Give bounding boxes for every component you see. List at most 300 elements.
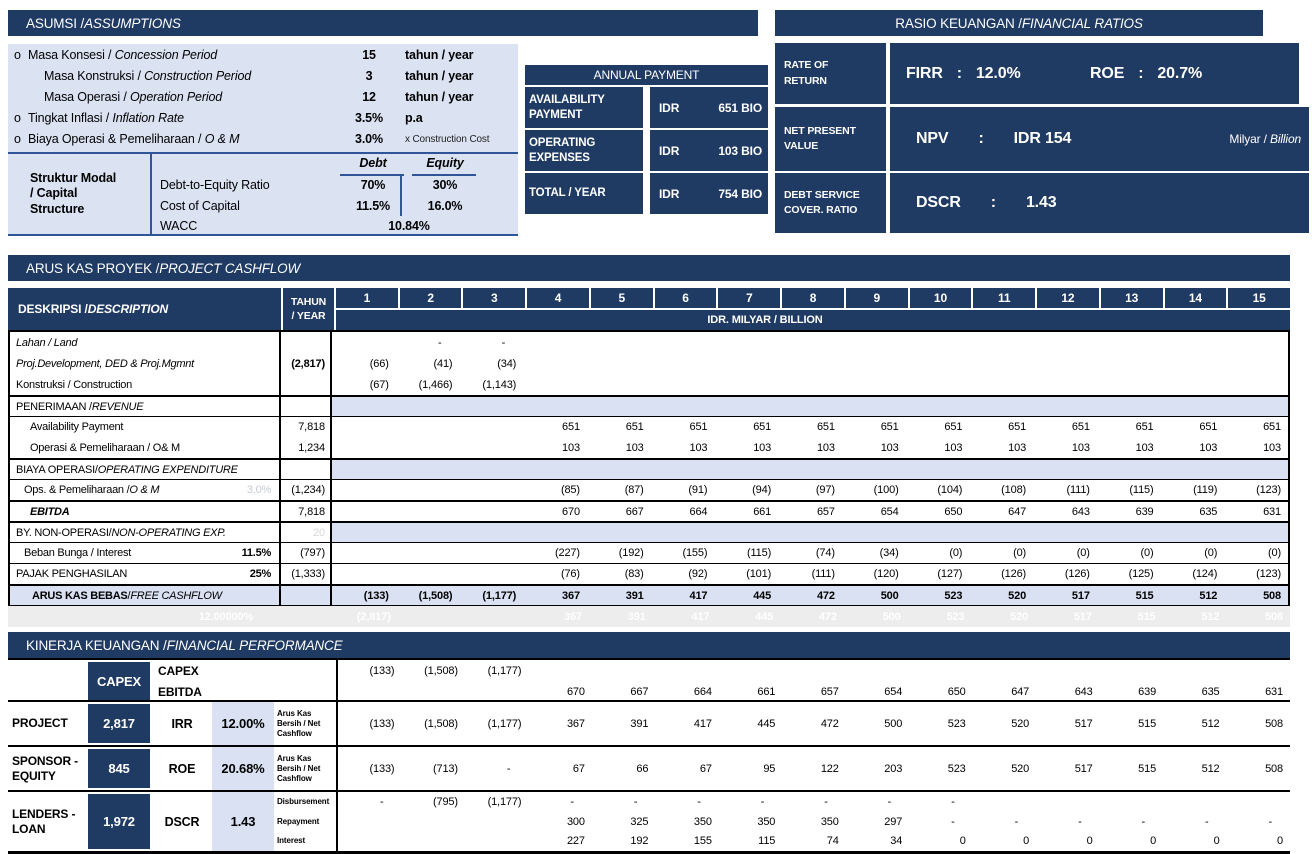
amount: 103 BIO [718,143,762,158]
cashflow-cell: (97) [815,484,835,496]
cashflow-cell: 651 [944,421,963,433]
performance-cell: 512 [1201,762,1220,775]
performance-cell: - [1141,815,1146,828]
label-line: PAYMENT [529,108,583,121]
cashflow-cell: (155) [682,547,708,559]
hidden-row-cell: 517 [1073,610,1092,623]
assumption-item [8,67,518,88]
performance-cell: 203 [884,762,903,775]
cashflow-cell: (67) [369,378,389,391]
performance-cell: 647 [1011,685,1030,698]
cashflow-cell: (1,508) [396,590,460,602]
rate-annotation: 25% [249,568,271,580]
performance-box-value: 845 [88,749,150,788]
label-segment: Ops. & Pemeliharaan / [24,484,130,496]
performance-cell: 472 [820,717,839,730]
performance-cell: 664 [693,685,712,698]
performance-cell: 654 [884,685,903,698]
annual-payment-row [525,130,768,171]
hidden-row-cell: 520 [1010,610,1029,623]
assumption-label-en: Concession Period [114,48,218,62]
ratio-unit: Milyar / Billion [1229,132,1301,146]
header-underline [412,174,476,176]
note-line: Cashflow [277,773,312,783]
hidden-row-cell: 391 [627,610,646,623]
performance-cell: - [1205,815,1209,828]
assumption-value: 3 [365,69,373,83]
cashflow-cell: (108) [1001,484,1027,496]
group-line: LENDERS - [12,807,76,822]
label-line: AVAILABILITY [529,93,605,106]
cashflow-cell: 651 [880,421,899,433]
performance-cell: 515 [1138,717,1157,730]
cashflow-row [10,500,1288,521]
hidden-row-cell: 472 [818,610,837,623]
cashflow-cell: 651 [1008,421,1027,433]
performance-cell: 520 [1011,717,1030,730]
performance-cell: 643 [1074,685,1093,698]
assumption-label: Biaya Operasi & Pemeliharaan / O & M [28,132,240,146]
assumption-label-en: Operation Period [129,90,223,104]
performance-cell: 227 [566,835,585,848]
cashflow-row [10,353,1288,374]
currency: IDR [659,143,680,158]
cashflow-cell: 635 [1199,505,1218,518]
performance-cell: - [1078,815,1082,828]
cashflow-cell: (126) [1064,568,1090,580]
cashflow-cell: (1,143) [482,378,517,391]
assumption-label-en: Construction Period [144,69,252,83]
cashflow-cell: (0) [949,547,963,559]
ratio-name: DSCR [916,194,961,211]
performance-cell: (1,177) [487,717,522,730]
performance-cell: 122 [820,762,839,775]
performance-box-value: 1,972 [88,794,150,849]
cashflow-cell: (123) [1256,568,1281,580]
performance-cell: 67 [572,762,585,775]
capital-structure-title [8,154,150,234]
group-line: SPONSOR - [12,754,78,769]
label-segment: Operasi & Pemeliharaan / O& M [30,441,180,454]
label-segment: NON-OPERATING EXP. [111,526,226,539]
cashflow-cell: 367 [523,590,587,602]
assumption-unit: p.a [405,111,423,125]
ratio-row-label [775,173,886,233]
hidden-row-label: 12.00000% [198,610,253,623]
annual-payment-label [525,130,643,171]
amount: 754 BIO [718,186,762,201]
tahun-total-cell: (1,333) [279,564,332,584]
cashflow-cell: 500 [842,590,906,602]
tahun-total-cell [279,332,332,353]
performance-box-cell [86,747,152,790]
performance-cell: 523 [947,717,966,730]
performance-cell: 34 [890,835,903,848]
performance-cell: (1,177) [487,795,522,808]
amount: 651 BIO [718,100,762,115]
currency: IDR [659,100,680,115]
cashflow-cell: 472 [778,590,842,602]
bullet: o [14,48,21,62]
performance-row [8,660,1290,702]
performance-cell: 517 [1074,717,1093,730]
assumption-item [8,130,518,151]
cashflow-cell: 103 [944,441,963,454]
bullet: o [14,111,21,125]
cashflow-cell: 515 [1097,590,1161,602]
annual-payment-value [650,87,768,128]
year-header-cell: 7 [718,288,780,308]
head-line: EBITDA [158,684,202,699]
label-segment: ARUS KAS BEBAS [32,589,128,602]
performance-cell: 115 [758,835,776,848]
performance-cell: 445 [757,717,776,730]
cashflow-cell: 651 [562,421,580,433]
wacc-value: 10.84% [388,219,430,233]
performance-cell: - [1268,815,1272,828]
financial-ratios-panel [775,43,1301,233]
performance-cell: 657 [820,685,839,698]
cashflow-cell: 103 [1008,441,1027,454]
label-line: VALUE [784,140,819,152]
tahun-total-cell [279,586,332,605]
group-line: PROJECT [12,716,68,731]
label-line: DEBT SERVICE [784,188,860,201]
note-line: Bersih / Net [277,763,321,773]
performance-cell: - [697,795,701,808]
cashflow-row-label [10,397,279,416]
year-header-cell: 1 [336,288,398,308]
performance-cell: 670 [566,685,585,698]
annual-payment-value [650,173,768,214]
tahun-total-cell: (797) [279,543,332,563]
colon: : [1138,64,1144,82]
year-header-line2: / YEAR [291,310,326,322]
cashflow-cell: (0) [1013,547,1027,559]
tahun-total-cell: 20 [279,523,332,542]
colon: : [978,130,984,147]
performance-note [274,747,336,790]
hidden-row-cell: 445 [755,610,774,623]
hidden-row-cell: 500 [882,610,901,623]
cashflow-cell: (34) [497,357,517,370]
equity-value: 16.0% [427,199,463,213]
cashflow-cell: (0) [1268,547,1281,559]
annual-payment-title: ANNUAL PAYMENT [525,65,768,85]
capital-structure-block [8,152,518,236]
performance-values [336,702,1290,745]
performance-cell: 508 [1265,762,1283,775]
performance-cell: 515 [1138,762,1157,775]
performance-cell: 635 [1201,685,1220,698]
cashflow-cell: - [437,336,442,349]
cashflow-cell: 651 [689,421,708,433]
performance-values [336,747,1290,790]
performance-metric: DSCR [164,814,200,829]
desc-header-id: DESKRIPSI / [18,302,88,316]
cashflow-cell: 103 [1263,441,1281,454]
performance-metric-value: 12.00% [212,702,274,745]
cashflow-cell: 103 [880,441,899,454]
assumption-item [8,109,518,130]
cashflow-cell: 651 [1263,421,1281,433]
unit-band-label: IDR. MILYAR / BILLION [707,314,823,326]
cashflow-cell: (227) [554,547,580,559]
performance-cell: 517 [1074,762,1093,775]
cashflow-cell: 657 [816,505,835,518]
wacc-label: WACC [160,219,198,233]
performance-cell: 74 [826,835,839,848]
tahun-total-cell: (1,234) [279,480,332,500]
performance-line [338,763,1290,775]
cashflow-row [10,479,1288,500]
annual-payment-value [650,130,768,171]
cashflow-cell: 651 [753,421,772,433]
year-header-cell: 14 [1165,288,1227,308]
ratio-row-label [775,43,886,104]
cashflow-row-label [10,374,279,395]
performance-metric-value: 20.68% [212,747,274,790]
performance-box-cell [86,702,152,745]
cashflow-cell: 103 [816,441,835,454]
tahun-total-cell [279,374,332,395]
cashflow-cell: 643 [1071,505,1090,518]
ratio-name: NPV [916,130,949,147]
performance-cell: (1,177) [487,664,522,677]
cashflow-row-label [10,586,279,605]
assumption-label: Masa Operasi / Operation Period [44,90,223,104]
hidden-row-cell: 367 [564,610,582,623]
performance-cell: - [379,795,384,808]
cashflow-cell: 661 [753,505,772,518]
cashflow-cell: (92) [688,568,708,580]
hidden-row-cell: 515 [1137,610,1156,623]
year-number-headers [336,288,1290,308]
year-column-header [283,288,334,330]
performance-section-header [8,632,1290,658]
performance-cell: 155 [693,835,712,848]
ratio-row-label [775,107,886,171]
hidden-row-cell: (2,817) [356,610,391,623]
cashflow-cell: 103 [753,441,772,454]
cashflow-cell: 639 [1135,505,1154,518]
cashflow-cell: 670 [562,505,580,518]
cashflow-cell: 651 [816,421,835,433]
performance-box-cell [86,792,152,851]
year-header-cell: 5 [591,288,653,308]
divider [150,154,152,234]
label-segment: PENERIMAAN / [16,400,92,413]
cashflow-cell: (100) [873,484,899,496]
ratio-unit-en: Billion [1270,132,1301,146]
year-header-cell: 11 [973,288,1035,308]
cashflow-table-header [8,288,1290,330]
cashflow-cell: (126) [1001,568,1027,580]
note-line: Arus Kas [277,753,312,763]
cashflow-cell: (120) [873,568,899,580]
cashflow-cell: (115) [1129,484,1154,496]
performance-cell: 391 [630,717,649,730]
assumptions-title: ASUMSI / [26,15,85,31]
cashflow-cell: (133) [332,590,396,602]
year-header-cell: 12 [1037,288,1099,308]
head-line: CAPEX [158,663,199,678]
colon: : [990,194,996,211]
cashflow-cell: (119) [1193,484,1218,496]
performance-group-label [8,702,86,745]
label-segment: BIAYA OPERASI/ [16,463,98,476]
label-line: EXPENSES [529,151,590,164]
assumption-label-en: O & M [204,132,240,146]
section-band [332,460,1288,479]
cashflow-cell: 445 [714,590,778,602]
tahun-total-cell [279,460,332,479]
note-line: Arus Kas [277,708,312,718]
cashflow-cell: 103 [562,441,580,454]
cashflow-cell: 667 [625,505,644,518]
assumption-value: 3.0% [355,132,383,146]
assumption-value: 15 [362,48,376,62]
cashflow-cell: (41) [433,357,453,370]
cashflow-row-label [10,332,279,353]
cashflow-section-header [8,255,1290,281]
cashflow-row-label [10,460,279,479]
assumption-label: Masa Konsesi / Concession Period [28,48,218,62]
label-segment: / [127,589,131,602]
assumption-label: Masa Konstruksi / Construction Period [44,69,252,83]
performance-cell: 325 [630,815,649,828]
label-segment: FREE CASHFLOW [130,589,222,602]
cashflow-row-label [10,543,279,563]
cashflow-cell: (111) [1066,484,1090,496]
cashflow-cell: (1,177) [459,590,523,602]
tahun-total-cell: 7,818 [279,417,332,437]
annual-payment-label [525,173,643,214]
performance-group-label [8,660,86,702]
performance-cell: - [951,795,955,808]
cashflow-row-label [10,353,279,374]
performance-cell: (133) [369,664,395,677]
performance-cell: 297 [884,815,903,828]
performance-cell: 95 [763,762,776,775]
label-segment: Availability Payment [30,421,124,433]
performance-title: KINERJA KEUANGAN / [26,637,167,653]
cashflow-cell: 654 [880,505,899,518]
cashflow-table-body [8,330,1290,607]
cashflow-row-label [10,502,279,521]
year-header-cell: 6 [655,288,717,308]
label-segment: Konstruksi / Construction [16,378,133,391]
annual-payment-label [525,87,643,128]
capital-row-label: Cost of Capital [160,199,240,213]
performance-box-value: CAPEX [88,662,150,700]
performance-cell: 667 [630,685,649,698]
performance-cell: 66 [636,762,649,775]
assumption-label: Tingkat Inflasi / Inflation Rate [28,111,184,125]
annual-payment-row [525,87,768,128]
year-header-cell: 3 [463,288,525,308]
performance-cell: 508 [1265,717,1283,730]
capital-row-label: Debt-to-Equity Ratio [160,178,270,192]
equity-value: 30% [432,178,458,192]
assumptions-title-en: ASSUMPTIONS [84,15,181,31]
performance-values [336,792,1290,851]
ratio-value-box [1074,43,1299,104]
title-line: / Capital [30,186,78,201]
label-line: RETURN [784,74,827,87]
cashflow-row-label [10,523,279,542]
cashflow-cell: (115) [747,547,772,559]
cashflow-cell: (0) [1204,547,1218,559]
cashflow-cell: (125) [1128,568,1154,580]
performance-note [274,792,336,851]
cashflow-row [10,332,1288,353]
performance-line [338,681,1290,702]
performance-cell: 367 [566,717,585,730]
colon: : [956,64,962,82]
performance-metric: IRR [171,716,193,731]
cashflow-cell: 664 [689,505,708,518]
performance-values [336,660,1290,702]
label-segment: Lahan / Land [16,336,78,349]
performance-line [338,812,1290,832]
performance-line [338,660,1290,681]
hidden-row-cell: 417 [691,610,710,623]
tahun-total-cell: (2,817) [279,353,332,374]
performance-title-en: FINANCIAL PERFORMANCE [166,637,343,653]
header-underline [340,174,404,176]
cashflow-cell: (66) [369,357,389,370]
section-band [332,397,1288,416]
year-header-cell: 13 [1101,288,1163,308]
cashflow-cell: (76) [560,568,580,580]
cashflow-cell: (123) [1256,484,1281,496]
ratio-name: ROE [1090,64,1125,82]
label-segment: Beban Bunga / Interest [24,547,132,559]
tahun-total-cell [279,397,332,416]
label-segment: EBITDA [30,505,70,518]
note-line: Disbursement [277,796,330,806]
cashflow-cell: 651 [1071,421,1090,433]
performance-metric: ROE [168,761,196,776]
ratio-value-box [890,173,1309,233]
performance-cell: 0 [1277,835,1283,848]
performance-line [338,831,1290,851]
ratio-value: 1.43 [1025,194,1057,211]
year-header-line1: TAHUN [290,295,327,308]
cashflow-cell: (192) [618,547,644,559]
performance-cell: 0 [1086,835,1093,848]
label-segment: Proj.Development, DED & Proj.Mgmnt [16,357,194,370]
performance-row [8,702,1290,747]
tahun-total-cell: 7,818 [279,502,332,521]
cashflow-row [10,416,1288,437]
assumption-unit: tahun / year [405,90,474,104]
performance-cell: 67 [699,762,712,775]
performance-cell: 639 [1138,685,1157,698]
cashflow-cell: (34) [879,547,899,559]
hidden-row-cell: 512 [1201,610,1220,623]
cashflow-row-label [10,480,279,500]
performance-line [338,718,1290,730]
ratios-title: RASIO KEUANGAN / [895,15,1022,31]
performance-note [274,702,336,745]
cashflow-title: ARUS KAS PROYEK / [26,260,160,276]
cashflow-cell: (127) [937,568,963,580]
performance-cell: - [570,795,574,808]
label-line: NET PRESENT [784,124,856,137]
performance-cell: (1,508) [424,717,458,730]
